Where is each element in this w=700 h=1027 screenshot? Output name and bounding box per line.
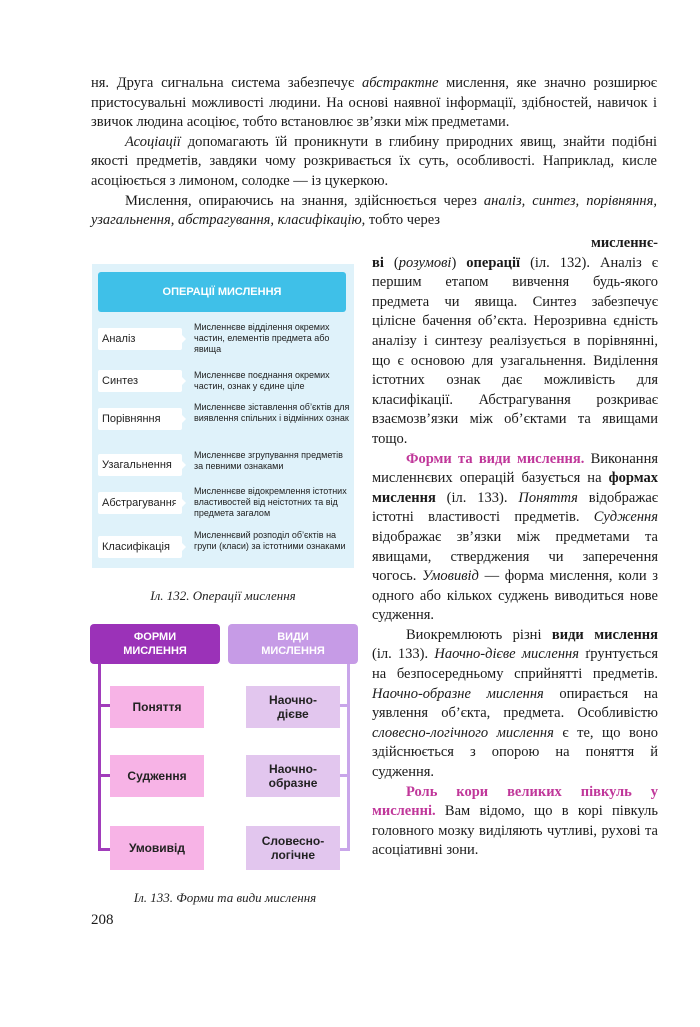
operation-row — [92, 526, 354, 570]
form-box: Умовивід — [110, 826, 204, 870]
figure-132-operations — [92, 264, 354, 568]
right-column-text — [372, 234, 658, 861]
paragraph-3: Мислення, опираючись на знання, здійснюється через аналіз, синтез, порівняння, узагальнення, абстрагування, класифікацію, тобто через — [91, 192, 657, 229]
operation-label: Абстрагування — [98, 492, 182, 514]
form-box: Судження — [110, 755, 204, 797]
operation-description: Мисленнєве зіставлення об’єктів для виявлення спільних і відмінних ознак — [194, 402, 350, 423]
arrow-icon — [176, 455, 186, 475]
operation-description: Мисленнєве поєднання окремих частин, ознак у єдине ціле — [194, 370, 330, 391]
operation-description: Мисленнєве відділення окремих частин, елементів предмета або явища — [194, 322, 330, 354]
operation-description: Мисленнєве відокремлення істотних властивостей від неістотних та від предмета загалом — [194, 486, 347, 518]
arrow-icon — [176, 493, 186, 513]
paragraph-operations: ві (розумові) операції (іл. 132). Аналіз є першим етапом вивчення будь-якого предмета чи явища. Синтез забезпечує цілісне бачення об’єкта. Нерозривна єдність аналізу і синтезу реалізується в порівнянні, що є основою для узагальнення. Виділення істотних ознак дає можливість для класифікації. Абстрагування розкриває взаємозв’язки між об’єктами та явищами тощо. — [372, 254, 658, 447]
arrow-icon — [176, 371, 186, 391]
operation-label: Синтез — [98, 370, 182, 392]
paragraph-forms: Форми та види мислення. Виконання мисленнєвих операцій базується на формах мислення (іл. 133). Поняття відображає істотні властивості предметів. Судження відображає зв’язки між предметами та явищами, стверджения чи заперечення чогось. Умовивід — форма мислення, коли з одного або кількох суджень виводиться нове судження. — [372, 450, 659, 624]
types-header: ВИДИ МИСЛЕННЯ — [228, 624, 358, 664]
forms-header: ФОРМИ МИСЛЕННЯ — [90, 624, 220, 664]
operation-label: Класифікація — [98, 536, 182, 558]
paragraph-2: Асоціації допомагають їй проникнути в глибину природних явищ, знайти подібні якості предметів, завдяки чому розкривається їх суть, особливості. Наприклад, кисле асоціюється з лимоном, солодке — із цукеркою. — [91, 133, 657, 189]
top-text-block — [91, 74, 657, 231]
operation-label: Аналіз — [98, 328, 182, 350]
figure-133-caption: Іл. 133. Форми та види мислення — [133, 890, 317, 905]
figure-132-title: ОПЕРАЦІЇ МИСЛЕННЯ — [98, 272, 346, 312]
paragraph-types: Виокремлюють різні види мислення (іл. 133). Наочно-дієве мислення ґрунтується на безпосередньому сприйнятті предметів. Наочно-образне мислення опирається на уявлення об’єкта, предмета. Особливістю словесно-логічного мислення є те, що воно здійснюється з опорою на поняття й судження. — [372, 626, 659, 781]
paragraph-1: ня. Друга сигнальна система забезпечує абстрактне мислення, яке значно розширює пристосувальні можливості людини. На основі наявної інформації, здібностей, навичок і звичок людина асоціює, тобто встановлює зв’язки між предметами. — [91, 75, 658, 131]
paragraph-3-end: мисленнє- — [590, 235, 658, 251]
type-box: Словесно-логічне — [246, 826, 340, 870]
paragraph-cortex: Роль кори великих півкуль у мисленні. Вам відомо, що в корі півкуль головного мозку виділяють чутливі, рухові та асоціативні зони. — [372, 783, 658, 859]
operation-description: Мисленнєве згрупування предметів за певними ознаками — [194, 450, 343, 471]
page-number: 208 — [91, 912, 114, 928]
form-box: Поняття — [110, 686, 204, 728]
forms-connector — [98, 664, 101, 850]
type-box: Наочно-образне — [246, 755, 340, 797]
operation-label: Порівняння — [98, 408, 182, 430]
operation-row — [92, 398, 354, 442]
arrow-icon — [176, 537, 186, 557]
operation-row — [92, 318, 354, 362]
type-box: Наочно-дієве — [246, 686, 340, 728]
figure-133-forms-types — [90, 624, 358, 874]
operation-description: Мисленнєвий розподіл об’єктів на групи (класи) за істотними ознаками — [194, 530, 346, 551]
arrow-icon — [176, 409, 186, 429]
operation-label: Узагальнення — [98, 454, 182, 476]
arrow-icon — [176, 329, 186, 349]
types-connector — [347, 664, 350, 850]
operation-row — [92, 482, 354, 526]
figure-132-caption: Іл. 132. Операції мислення — [150, 588, 296, 603]
